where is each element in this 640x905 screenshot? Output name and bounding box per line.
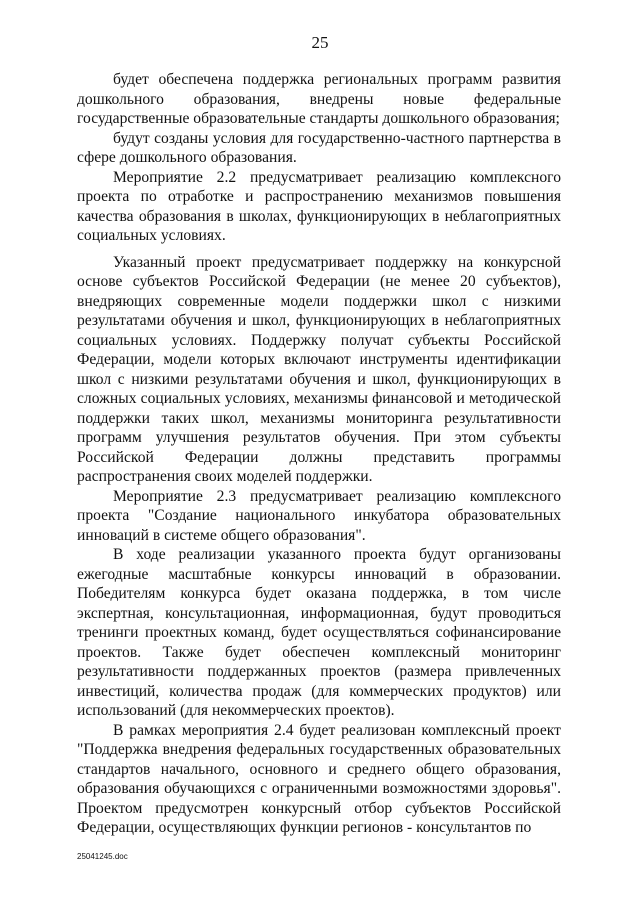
paragraph: В ходе реализации указанного проекта будут организованы ежегодные масштабные конкурсы инноваций в образовании. Победителям конкурса будет оказана поддержка, в том числе экспертная, консультационная, информационная, будут проводиться тренинги проектных команд, будет осуществляться софинансирование проектов. Также будет обеспечен комплексный мониторинг результативности поддержанных проектов (размера привлеченных инвестиций, количества продаж (для коммерческих продуктов) или использований (для некоммерческих проектов). (77, 546, 561, 719)
page-number: 25 (311, 33, 329, 52)
paragraph: В рамках мероприятия 2.4 будет реализован комплексный проект "Поддержка внедрения федеральных государственных образовательных стандартов начального, основного и среднего общего образования, образования обучающихся с ограниченными возможностями здоровья". Проектом предусмотрен конкурсный отбор субъектов Российской Федерации, осуществляющих функции регионов - консультантов по (77, 721, 561, 836)
paragraph: будут созданы условия для государственно-частного партнерства в сфере дошкольного образования. (77, 129, 561, 166)
paragraph: Мероприятие 2.2 предусматривает реализацию комплексного проекта по отработке и распространению механизмов повышения качества образования в школах, функционирующих в неблагоприятных социальных условиях. (77, 168, 561, 244)
paragraph: Указанный проект предусматривает поддержку на конкурсной основе субъектов Российской Федерации (не менее 20 субъектов), внедряющих современные модели поддержки школ с низкими результатами обучения и школ, функционирующих в неблагоприятных социальных условиях. Поддержку получат субъекты Российской Федерации, модели которых включают инструменты идентификации школ с низкими результатами обучения и школ, функционирующих в сложных социальных условиях, механизмы финансовой и методической поддержки таких школ, механизмы мониторинга результативности программ улучшения результатов обучения. При этом субъекты Российской Федерации должны представить программы распространения своих моделей поддержки. (77, 253, 561, 485)
paragraph: будет обеспечена поддержка региональных программ развития дошкольного образования, внедрены новые федеральные государственные образовательные стандарты дошкольного образования; (77, 71, 561, 127)
document-body (77, 70, 561, 838)
paragraph: Мероприятие 2.3 предусматривает реализацию комплексного проекта "Создание национального инкубатора образовательных инноваций в системе общего образования". (77, 487, 561, 544)
file-name-footer: 25041245.doc (77, 852, 128, 861)
